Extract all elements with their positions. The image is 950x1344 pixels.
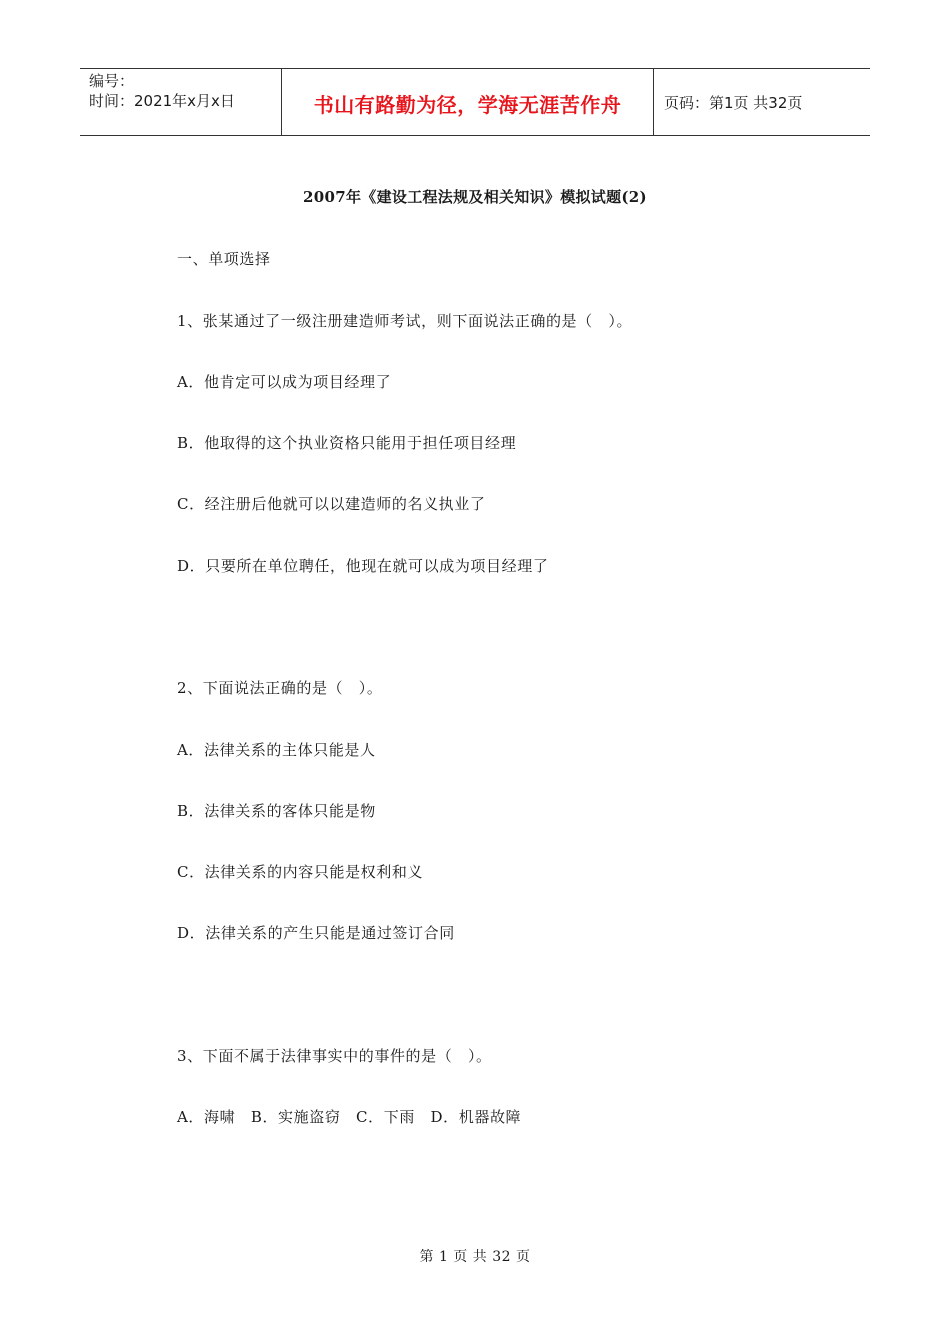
question-3-options: A．海啸 B．实施盗窃 C．下雨 D．机器故障 (177, 1108, 522, 1126)
header-page-cell (654, 69, 870, 135)
question-2-stem: 2、下面说法正确的是（ ）。 (177, 679, 383, 697)
question-2-option-d: D．法律关系的产生只能是通过签订合同 (177, 924, 455, 942)
question-1-option-d: D．只要所在单位聘任，他现在就可以成为项目经理了 (177, 557, 549, 575)
question-1-option-b: B．他取得的这个执业资格只能用于担任项目经理 (177, 434, 517, 452)
time-label: 时间：2021年x月x日 (89, 92, 235, 110)
question-1-option-a: A．他肯定可以成为项目经理了 (177, 373, 392, 391)
question-2-option-a: A．法律关系的主体只能是人 (177, 741, 376, 759)
question-3-stem: 3、下面不属于法律事实中的事件的是（ ）。 (177, 1047, 492, 1065)
question-2-option-c: C．法律关系的内容只能是权利和义 (177, 863, 424, 881)
question-1-stem: 1、张某通过了一级注册建造师考试，则下面说法正确的是（ ）。 (177, 312, 633, 330)
header-motto-cell (282, 69, 654, 135)
question-1-option-c: C．经注册后他就可以以建造师的名义执业了 (177, 495, 486, 513)
number-label: 编号： (89, 72, 135, 90)
page-info: 页码：第1页 共32页 (664, 93, 803, 112)
header-meta-cell (80, 69, 282, 135)
page-footer: 第 1 页 共 32 页 (419, 1249, 531, 1265)
document-title: 2007年《建设工程法规及相关知识》模拟试题(2) (303, 188, 647, 206)
section-heading: 一、单项选择 (177, 250, 271, 268)
motto-text: 书山有路勤为径，学海无涯苦作舟 (313, 92, 622, 117)
question-2-option-b: B．法律关系的客体只能是物 (177, 802, 376, 820)
header-table (80, 68, 870, 136)
